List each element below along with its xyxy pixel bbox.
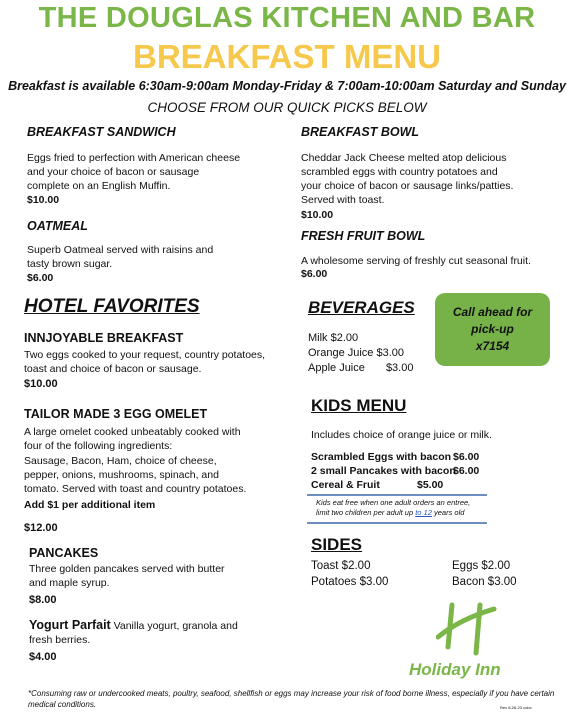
call-ahead-extension: x7154 bbox=[475, 339, 510, 353]
kids-note-age-link: to 12 bbox=[415, 508, 432, 517]
beverage-orange-juice: Orange Juice $3.00 bbox=[308, 347, 405, 359]
beverage-milk: Milk $2.00 bbox=[308, 332, 359, 344]
holiday-inn-logo-icon bbox=[436, 597, 498, 661]
hotel-favorites-heading: HOTEL FAVORITES bbox=[24, 296, 200, 317]
omelet-ingredients: Sausage, Bacon, Ham, choice of cheese, pepper, onions, mushrooms, spinach, and tomato. Served with toast and country potatoes. bbox=[24, 455, 247, 495]
restaurant-title: THE DOUGLAS KITCHEN AND BAR bbox=[38, 2, 536, 34]
kids-menu-intro: Includes choice of orange juice or milk. bbox=[311, 429, 492, 441]
breakfast-sandwich-title: BREAKFAST SANDWICH bbox=[27, 125, 176, 139]
beverages-heading: BEVERAGES bbox=[308, 298, 415, 317]
innjoyable-desc: Two eggs cooked to your request, country potatoes, toast and choice of bacon or sausage. bbox=[24, 349, 266, 375]
call-ahead-line1: Call ahead for bbox=[452, 305, 533, 319]
fruit-bowl-desc: A wholesome serving of freshly cut seasonal fruit. bbox=[301, 255, 531, 267]
oatmeal-title: OATMEAL bbox=[27, 219, 88, 233]
kids-item-2: 2 small Pancakes with bacon bbox=[311, 465, 456, 477]
kids-divider-bottom bbox=[307, 522, 487, 524]
kids-item-3: Cereal & Fruit bbox=[311, 479, 380, 491]
parfait-price: $4.00 bbox=[29, 651, 57, 663]
omelet-desc: A large omelet cooked unbeatably cooked with four of the following ingredients: bbox=[24, 426, 241, 452]
fruit-bowl-price: $6.00 bbox=[301, 268, 328, 280]
omelet-title: TAILOR MADE 3 EGG OMELET bbox=[24, 407, 208, 421]
breakfast-sandwich-desc: Eggs fried to perfection with American cheese and your choice of bacon or sausage complete on an English Muffin. bbox=[27, 152, 241, 192]
parfait-desc: Vanilla yogurt, granola and fresh berries. bbox=[29, 620, 238, 646]
omelet-price: $12.00 bbox=[24, 522, 58, 534]
breakfast-hours: Breakfast is available 6:30am-9:00am Monday-Friday & 7:00am-10:00am Saturday and Sunday bbox=[8, 79, 566, 93]
kids-item-2-price: $6.00 bbox=[453, 465, 480, 477]
kids-note-line2 bbox=[316, 508, 496, 518]
kids-divider-top bbox=[307, 494, 487, 496]
pancakes-price: $8.00 bbox=[29, 594, 57, 606]
kids-menu-heading: KIDS MENU bbox=[311, 396, 407, 415]
kids-eat-free-note bbox=[316, 498, 496, 518]
call-ahead-box bbox=[435, 293, 550, 366]
innjoyable-title: INNJOYABLE BREAKFAST bbox=[24, 331, 184, 345]
innjoyable-price: $10.00 bbox=[24, 378, 58, 390]
breakfast-sandwich-price: $10.00 bbox=[27, 194, 60, 206]
breakfast-bowl-title: BREAKFAST BOWL bbox=[301, 125, 420, 139]
breakfast-bowl-desc: Cheddar Jack Cheese melted atop delicious scrambled eggs with country potatoes and your choice of bacon or sausage links/patties. Served with toast. bbox=[301, 152, 514, 206]
quick-picks-heading: CHOOSE FROM OUR QUICK PICKS BELOW bbox=[147, 100, 427, 115]
menu-title: BREAKFAST MENU bbox=[132, 38, 441, 75]
oatmeal-price: $6.00 bbox=[27, 272, 54, 284]
parfait-item bbox=[29, 618, 239, 647]
pancakes-desc: Three golden pancakes served with butter and maple syrup. bbox=[29, 563, 225, 589]
revision-label: Rev 8-26-23 color bbox=[500, 705, 532, 710]
holiday-inn-logo-text: Holiday Inn bbox=[409, 660, 501, 679]
apple-juice-price: $3.00 bbox=[385, 362, 414, 374]
side-eggs: Eggs $2.00 bbox=[452, 560, 511, 572]
food-safety-disclaimer: *Consuming raw or undercooked meats, poultry, seafood, shellfish or eggs may increase your risk of food borne illness, especially if you have certain medical conditions. bbox=[28, 689, 555, 709]
sides-heading: SIDES bbox=[311, 535, 363, 554]
kids-note-text-a: limit two children per adult up bbox=[316, 508, 416, 517]
kids-item-1: Scrambled Eggs with bacon bbox=[311, 451, 452, 463]
kids-item-3-price: $5.00 bbox=[417, 479, 444, 491]
kids-item-1-price: $6.00 bbox=[453, 451, 480, 463]
breakfast-bowl-price: $10.00 bbox=[301, 209, 334, 221]
kids-note-text-b: years old bbox=[431, 508, 465, 517]
beverage-apple-juice bbox=[308, 362, 413, 374]
pancakes-title: PANCAKES bbox=[29, 546, 99, 560]
apple-juice-name: Apple Juice bbox=[308, 362, 365, 374]
call-ahead-line2: pick-up bbox=[471, 322, 514, 336]
oatmeal-desc: Superb Oatmeal served with raisins and tasty brown sugar. bbox=[27, 244, 214, 270]
fruit-bowl-title: FRESH FRUIT BOWL bbox=[301, 229, 426, 243]
parfait-title: Yogurt Parfait bbox=[29, 618, 111, 632]
side-bacon: Bacon $3.00 bbox=[452, 576, 517, 588]
omelet-extra: Add $1 per additional item bbox=[24, 499, 156, 511]
side-potatoes: Potatoes $3.00 bbox=[311, 576, 389, 588]
kids-note-line1: Kids eat free when one adult orders an entree, bbox=[316, 498, 471, 507]
side-toast: Toast $2.00 bbox=[311, 560, 371, 572]
